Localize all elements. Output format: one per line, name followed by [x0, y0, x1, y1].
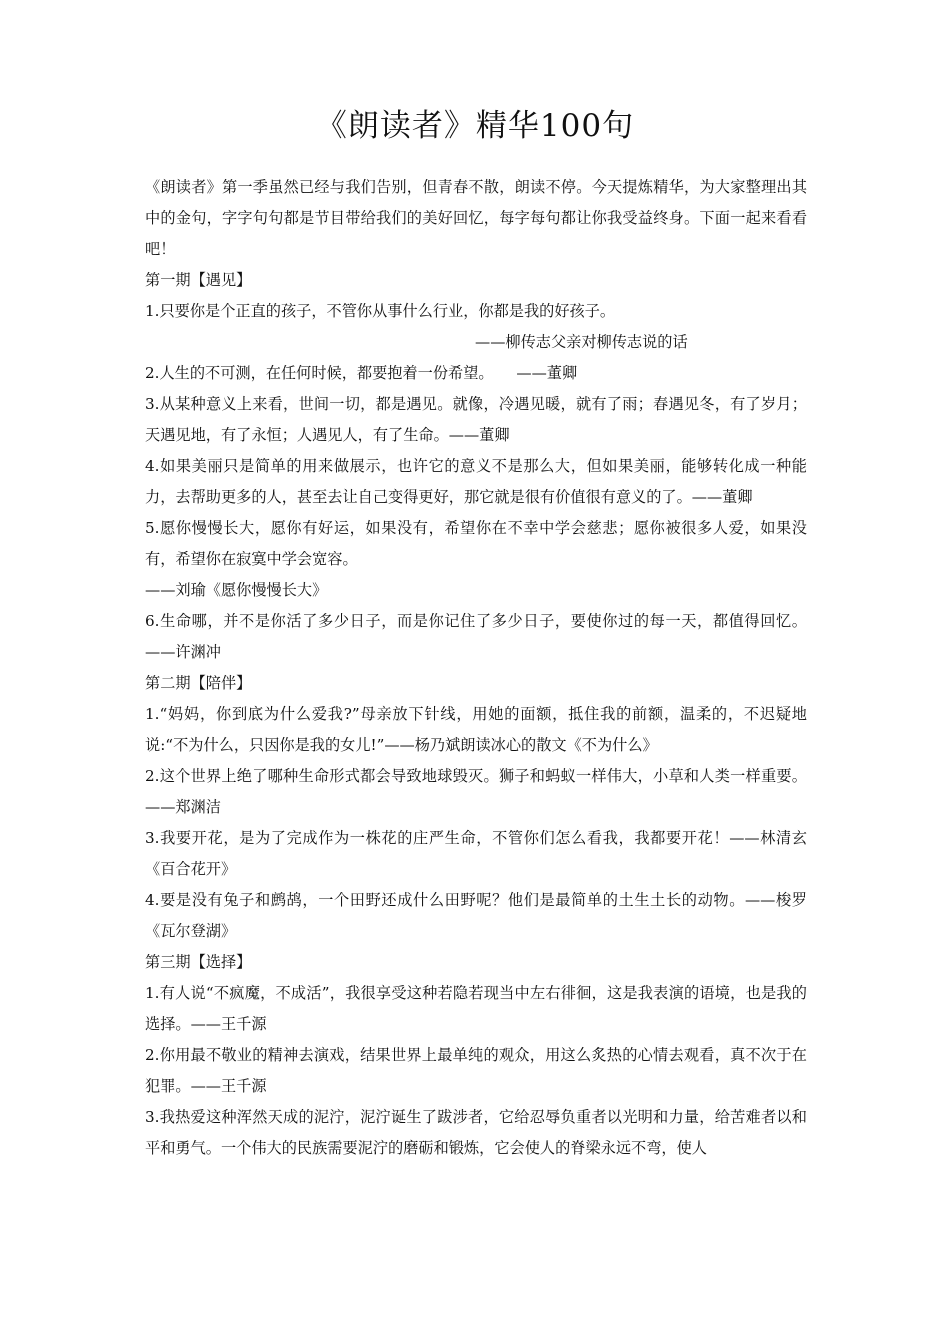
document-body [145, 172, 807, 1164]
quote-item: 1.有人说“不疯魔，不成活”，我很享受这种若隐若现当中左右徘徊，这是我表演的语境，也是我的选择。——王千源 [145, 984, 807, 1033]
quote-item: 2.这个世界上绝了哪种生命形式都会导致地球毁灭。狮子和蚂蚁一样伟大，小草和人类一样重要。——郑渊洁 [145, 767, 807, 816]
section-heading-1: 第一期【遇见】 [145, 271, 252, 289]
quote-item: 2.你用最不敬业的精神去演戏，结果世界上最单纯的观众，用这么炙热的心情去观看，真不次于在犯罪。——王千源 [145, 1046, 807, 1095]
quote-item: 1.只要你是个正直的孩子，不管你从事什么行业，你都是我的好孩子。 [145, 302, 616, 320]
section-heading-2: 第二期【陪伴】 [145, 674, 252, 692]
quote-item: 3.从某种意义上来看，世间一切，都是遇见。就像，冷遇见暖，就有了雨；春遇见冬，有了岁月；天遇见地，有了永恒；人遇见人，有了生命。——董卿 [145, 395, 807, 444]
intro-paragraph: 《朗读者》第一季虽然已经与我们告别，但青春不散，朗读不停。今天提炼精华，为大家整理出其中的金句，字字句句都是节目带给我们的美好回忆，每字每句都让你我受益终身。下面一起来看看吧！ [145, 178, 807, 258]
quote-item: 5.愿你慢慢长大，愿你有好运，如果没有，希望你在不幸中学会慈悲；愿你被很多人爱，如果没有，希望你在寂寞中学会宽容。 [145, 519, 807, 568]
quote-item: 3.我要开花，是为了完成作为一株花的庄严生命，不管你们怎么看我，我都要开花！——林清玄《百合花开》 [145, 829, 807, 878]
document-title: 《朗读者》精华100句 [315, 108, 635, 144]
quote-item: 6.生命哪，并不是你活了多少日子，而是你记住了多少日子，要使你过的每一天，都值得回忆。——许渊冲 [145, 612, 807, 661]
quote-item: 4.要是没有兔子和鹧鸪，一个田野还成什么田野呢？他们是最简单的土生土长的动物。——梭罗《瓦尔登湖》 [145, 891, 807, 940]
quote-item: 3.我热爱这种浑然天成的泥泞，泥泞诞生了跋涉者，它给忍辱负重者以光明和力量，给苦难者以和平和勇气。一个伟大的民族需要泥泞的磨砺和锻炼，它会使人的脊梁永远不弯，使人 [145, 1108, 807, 1157]
quote-item: 1.“妈妈，你到底为什么爱我?”母亲放下针线，用她的面额，抵住我的前额，温柔的，不迟疑地说:“不为什么，只因你是我的女儿!”——杨乃斌朗读冰心的散文《不为什么》 [145, 705, 807, 754]
quote-item: 2.人生的不可测，在任何时候，都要抱着一份希望。 ——董卿 [145, 364, 578, 382]
quote-item: 4.如果美丽只是简单的用来做展示，也许它的意义不是那么大，但如果美丽，能够转化成一种能力，去帮助更多的人，甚至去让自己变得更好，那它就是很有价值很有意义的了。——董卿 [145, 457, 807, 506]
quote-source: ——刘瑜《愿你慢慢长大》 [145, 581, 328, 599]
section-heading-3: 第三期【选择】 [145, 953, 252, 971]
quote-source: ——柳传志父亲对柳传志说的话 [475, 333, 688, 351]
